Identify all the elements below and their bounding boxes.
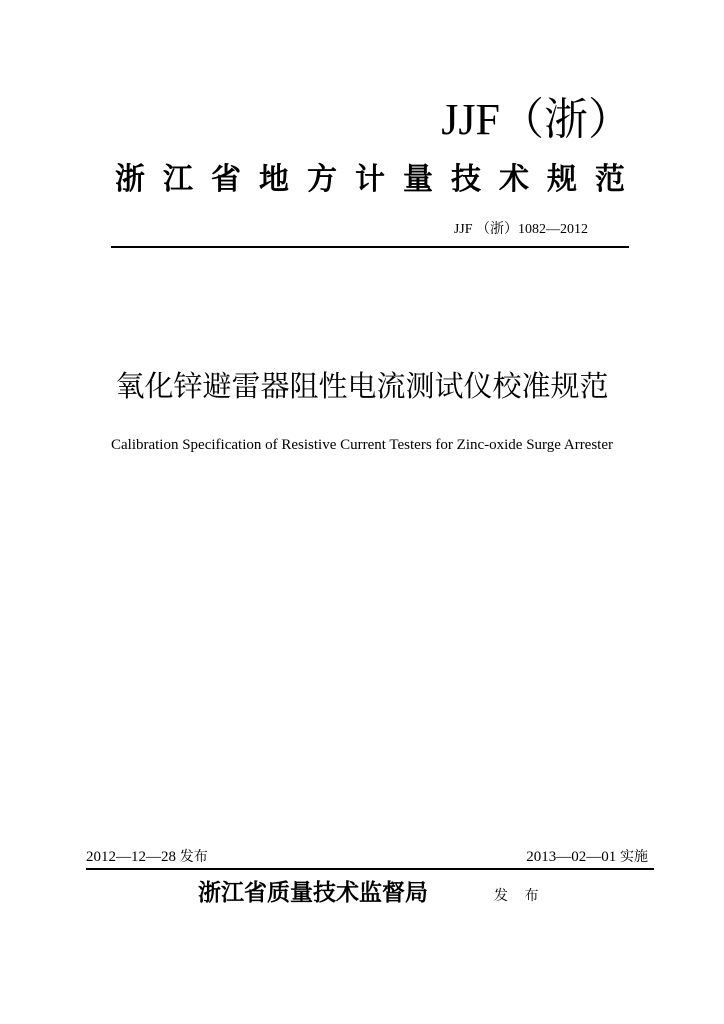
document-number: JJF （浙）1082—2012 — [453, 222, 588, 237]
series-name-char: 技 — [451, 162, 481, 197]
document-title-chinese: 氧化锌避雷器阻性电流测试仪校准规范 — [115, 369, 609, 403]
series-name-char: 省 — [211, 162, 241, 197]
series-name-char: 浙 — [115, 162, 145, 197]
implement-date-line — [526, 846, 648, 868]
document-title-english: Calibration Specification of Resistive Current Testers for Zinc-oxide Surge Arrester — [110, 437, 614, 453]
series-name-char: 江 — [163, 162, 193, 197]
series-name-char: 地 — [259, 162, 289, 197]
issue-word: 发 布 — [494, 888, 545, 904]
header-divider — [111, 246, 629, 248]
series-name — [115, 160, 625, 200]
series-name-char: 计 — [355, 162, 385, 197]
issuing-authority: 浙江省质量技术监督局 — [198, 880, 428, 906]
series-name-char: 量 — [403, 162, 433, 197]
issue-date-line — [86, 846, 208, 868]
series-mark: JJF（浙） — [441, 95, 632, 144]
issue-date: 2012—12—28 — [86, 849, 176, 865]
series-name-char: 规 — [547, 162, 577, 197]
series-name-char: 术 — [499, 162, 529, 197]
series-name-char: 范 — [595, 162, 625, 197]
issue-label: 发布 — [179, 849, 208, 865]
implement-date: 2013—02—01 — [526, 849, 617, 865]
implement-label: 实施 — [620, 849, 648, 865]
series-name-char: 方 — [307, 162, 337, 197]
footer-divider — [86, 868, 654, 870]
